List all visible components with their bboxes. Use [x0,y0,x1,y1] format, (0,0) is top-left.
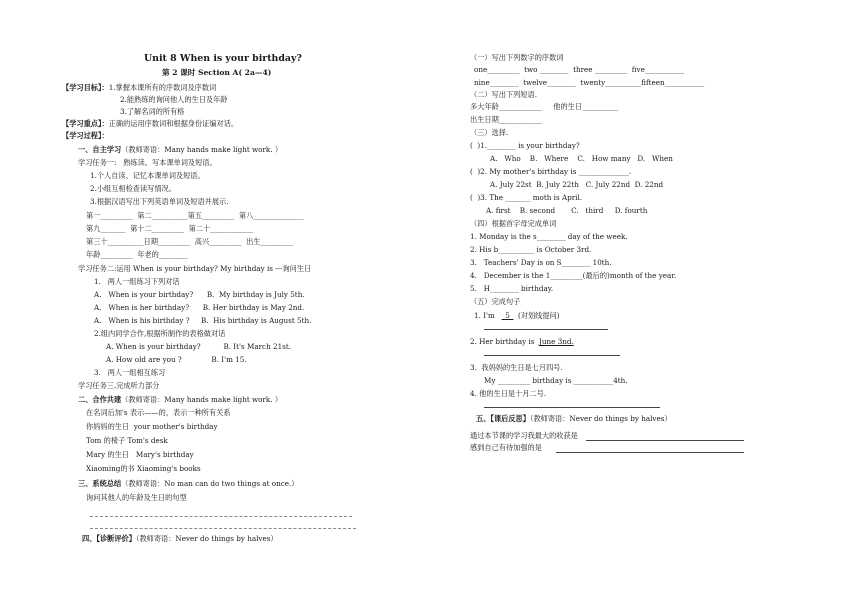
complete-2-prefix: 2. Her birthday is [470,337,540,346]
question-1: ( )1.________ is your birthday? [470,141,580,150]
possessive-rule: 在名词后加's 表示——的，表示一种所有关系 [86,408,231,417]
fill-3: 3. Teachers' Day is on S________ 10th. [470,258,612,267]
ordinal-row-3: 第三十__________日期_________ 高兴_________ 出生_________ [86,237,293,246]
possessive-example-3: Mary 的生日 Mary's birthday [86,450,194,459]
question-2: ( )2. My mother's birthday is ______________. [470,167,632,176]
goal-2: 2.能熟练的询问他人的生日及年龄 [120,95,228,104]
section-3-title: 三、系统总结 [78,479,122,488]
ordinals-row-1: one_________ two ________ three _________ five___________ [474,65,685,74]
possessive-example-2: Tom 的椅子 Tom's desk [86,436,168,445]
task-1-step-3: 3.根据汉语写出下列英语单词及短语并展示. [90,197,229,206]
goal-3: 3.了解名词的所有格 [120,107,185,116]
reflection-gain: 通过本节课的学习我最大的收获是 [470,431,578,440]
ordinal-row-1: 第一_________ 第二__________第五_________ 第八______________ [86,211,304,220]
complete-3-english: My _________ birthday is ___________4th. [484,376,628,385]
ordinals-row-2: nine________ twelve________ twenty__________fifteen___________ [474,78,705,87]
section-2-title: 二、合作共建 [78,395,122,404]
part-3-heading: （三）选择. [470,128,509,137]
section-5-heading [476,413,672,425]
answer-line [90,528,356,529]
reflection-improve: 感到自己有待加强的是 [470,443,542,452]
section-5-title: 五、【课后反思】 [476,414,530,423]
task-2: 学习任务二:运用 When is your birthday? My birthday is ---询问生日 [78,264,312,273]
task-1: 学习任务一: 熟练读、写本课单词及短语。 [78,158,217,167]
section-4-note: （教师寄语：Never do things by halves） [135,534,278,543]
ordinal-row-2: 第九_______ 第十二_________ 第二十____________ [86,224,254,233]
focus-label: 【学习重点】： [62,119,109,128]
section-1-note: （教师寄语：Many hands make light work. ） [121,145,283,154]
complete-1 [474,310,560,322]
process-label: 【学习过程】： [62,131,109,140]
task-1-step-1: 1.个人自读、记忆本课单词及短语。 [90,171,205,180]
answer-line [484,355,620,356]
phrases-row-2: 出生日期____________ [470,115,542,124]
dialog-line-b: A. When is her birthday? B. Her birthday is May 2nd. [94,303,305,312]
lesson-subtitle: 第 2 课时 Section A( 2a—4) [162,68,272,77]
task-2-step-2: 2.组内同学合作,根据所制作的表格做对话 [94,329,226,338]
dialog-line-c: A. When is his birthday ? B. His birthday is August 5th. [94,316,312,325]
complete-1-underlined: _5_ [501,311,514,320]
section-1-heading [78,144,282,156]
fill-2: 2. His b__________ is October 3rd. [470,245,592,254]
fill-4: 4. December is the 1_________(最后的)month of the year. [470,271,677,280]
complete-2-underlined: June 3nd. [539,337,574,346]
complete-2 [470,336,574,348]
fill-5: 5. H________ birthday. [470,284,554,293]
section-2-note: （教师寄语：Many hands make light work. ） [121,395,283,404]
dialog-2-line-a: A. When is your birthday? B. It's March 21st. [106,342,292,351]
task-1-step-2: 2.小组互相检查读写情况。 [90,184,176,193]
answer-line [484,407,660,408]
complete-1-prefix: 1. I'm [474,311,502,320]
question-2-options: A. July 22st B. July 22th C. July 22nd D. 22nd [490,180,664,189]
dialog-line-a: A. When is your birthday? B. My birthday is July 5th. [94,290,305,299]
answer-line [586,440,744,441]
section-3-note: （教师寄语：No man can do two things at once.） [121,479,299,488]
part-4-heading: （四）根据首字母完成单词 [470,219,557,228]
possessive-example-4: Xiaoming的书 Xiaoming's books [86,464,201,473]
question-3-options: A. first B. second C. third D. fourth [486,206,648,215]
section-2-heading [78,394,282,406]
part-2-heading: （二）写出下列短语. [470,90,537,99]
question-3: ( )3. The _______ moth is April. [470,193,583,202]
section-4-title: 四、【诊断评价】 [82,534,136,543]
answer-line [484,329,608,330]
page-title: Unit 8 When is your birthday? [144,53,302,64]
phrases-row-1: 多大年龄____________ 他的生日__________ [470,102,618,111]
dialog-2-line-b: A. How old are you ? B. I'm 15. [106,355,247,364]
section-1-title: 一、自主学习 [78,145,122,154]
fill-1: 1. Monday is the s________ day of the week. [470,232,628,241]
section-3-heading [78,478,298,490]
focus-text: 正确的运用序数词和根据身份证编对话。 [108,119,239,128]
focus-row [62,118,238,130]
complete-3: 3. 我妈妈的生日是七月四号. [470,363,563,372]
answer-line [556,452,744,453]
ordinal-row-4: 年龄_________ 年老的________ [86,250,188,259]
part-1-heading: （一）写出下列数字的序数词 [470,53,564,62]
task-2-step-1: 1. 两人一组练习下列对话 [94,277,180,286]
task-3: 学习任务三.完成听力部分 [78,381,160,390]
complete-4: 4. 他的生日是十月二号. [470,389,547,398]
part-5-heading: （五）完成句子 [470,297,521,306]
answer-line [90,516,352,517]
goals-label: 【学习目标】： [62,83,109,92]
summary-line: 询问其他人的年龄及生日的句型 [86,493,187,502]
task-2-step-3: 3. 两人一组相互练习 [94,368,166,377]
section-5-note: （教师寄语：Never do things by halves） [529,414,672,423]
section-4-heading [82,533,278,545]
possessive-example-1: 你妈妈的生日 your mother's birthday [86,422,218,431]
goal-1: 1.掌握本课所有的序数词及序数词 [108,83,217,92]
goals-row [62,82,216,94]
complete-1-suffix: (对划线提问) [513,311,560,320]
question-1-options: A. Who B. Where C. How many D. When [490,154,673,163]
